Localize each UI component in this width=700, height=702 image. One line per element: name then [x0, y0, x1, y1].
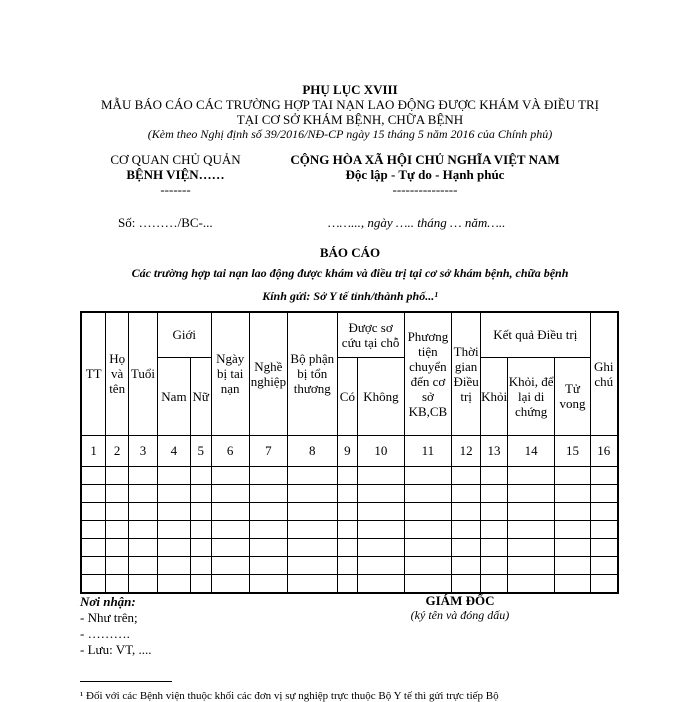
- table-cell: [287, 574, 337, 593]
- table-cell: [211, 574, 249, 593]
- table-cell: [337, 556, 358, 574]
- recipients-label: Nơi nhận:: [80, 594, 136, 609]
- col-header-no: Không: [358, 357, 404, 435]
- document-number: Số: ………/BC-...: [118, 215, 213, 230]
- table-cell: [157, 538, 190, 556]
- table-row: [81, 484, 618, 502]
- table-cell: [106, 502, 129, 520]
- table-cell: [555, 556, 590, 574]
- table-cell: [590, 466, 618, 484]
- agency-block: [88, 152, 263, 197]
- table-cell: [211, 556, 249, 574]
- table-cell: [404, 466, 452, 484]
- appendix-label: PHỤ LỤC XVIII: [302, 82, 398, 97]
- col-header-name: Họ và tên: [106, 312, 129, 435]
- table-row: [81, 556, 618, 574]
- column-number-row: [81, 435, 618, 466]
- table-cell: [590, 574, 618, 593]
- table-row: [81, 538, 618, 556]
- document-title-line2: TẠI CƠ SỞ KHÁM BỆNH, CHỮA BỆNH: [236, 112, 464, 127]
- table-cell: [81, 538, 106, 556]
- table-cell: [287, 466, 337, 484]
- column-number-cell: 11: [404, 435, 452, 466]
- table-cell: [106, 484, 129, 502]
- table-cell: [129, 574, 158, 593]
- table-cell: [129, 502, 158, 520]
- table-cell: [287, 502, 337, 520]
- table-cell: [129, 484, 158, 502]
- table-cell: [81, 520, 106, 538]
- table-cell: [211, 538, 249, 556]
- table-cell: [452, 520, 481, 538]
- table-cell: [590, 538, 618, 556]
- table-cell: [555, 520, 590, 538]
- table-row: [81, 574, 618, 593]
- table-cell: [129, 556, 158, 574]
- table-cell: [404, 574, 452, 593]
- col-header-death: Tử vong: [555, 357, 590, 435]
- col-header-accident-date: Ngày bị tai nạn: [211, 312, 249, 435]
- col-header-tt: TT: [81, 312, 106, 435]
- table-cell: [106, 520, 129, 538]
- table-cell: [358, 574, 404, 593]
- table-cell: [481, 466, 508, 484]
- table-cell: [190, 484, 211, 502]
- table-cell: [590, 520, 618, 538]
- table-row: [81, 466, 618, 484]
- table-cell: [337, 466, 358, 484]
- col-header-female: Nữ: [190, 357, 211, 435]
- report-title: BÁO CÁO: [319, 245, 381, 260]
- col-header-injured-part: Bộ phận bị tổn thương: [287, 312, 337, 435]
- table-cell: [157, 484, 190, 502]
- table-cell: [190, 466, 211, 484]
- agency-name: CƠ QUAN CHỦ QUẢN: [110, 152, 241, 167]
- table-cell: [337, 574, 358, 593]
- table-cell: [507, 574, 555, 593]
- column-number-cell: 1: [81, 435, 106, 466]
- country-name: CỘNG HÒA XÃ HỘI CHỦ NGHĨA VIỆT NAM: [290, 152, 560, 167]
- table-cell: [404, 502, 452, 520]
- table-cell: [555, 502, 590, 520]
- table-cell: [211, 502, 249, 520]
- table-cell: [507, 538, 555, 556]
- column-number-cell: 10: [358, 435, 404, 466]
- column-number-cell: 6: [211, 435, 249, 466]
- table-cell: [452, 502, 481, 520]
- table-cell: [404, 538, 452, 556]
- table-cell: [129, 466, 158, 484]
- table-cell: [358, 484, 404, 502]
- table-cell: [590, 502, 618, 520]
- table-cell: [590, 556, 618, 574]
- column-number-cell: 12: [452, 435, 481, 466]
- column-number-cell: 5: [190, 435, 211, 466]
- table-cell: [106, 466, 129, 484]
- table-cell: [287, 520, 337, 538]
- col-header-result: Kết quả Điều trị: [481, 312, 590, 357]
- table-cell: [190, 520, 211, 538]
- table-cell: [106, 556, 129, 574]
- table-cell: [404, 520, 452, 538]
- table-cell: [106, 574, 129, 593]
- table-cell: [507, 466, 555, 484]
- col-header-recovered: Khỏi: [481, 357, 508, 435]
- table-cell: [249, 520, 287, 538]
- table-cell: [452, 538, 481, 556]
- table-cell: [481, 502, 508, 520]
- country-motto: Độc lập - Tự do - Hạnh phúc: [345, 167, 505, 182]
- table-cell: [452, 574, 481, 593]
- table-cell: [287, 556, 337, 574]
- country-block: [270, 152, 580, 197]
- table-cell: [507, 484, 555, 502]
- table-cell: [81, 466, 106, 484]
- table-cell: [507, 520, 555, 538]
- column-number-cell: 14: [507, 435, 555, 466]
- column-number-cell: 4: [157, 435, 190, 466]
- column-number-cell: 15: [555, 435, 590, 466]
- table-cell: [404, 556, 452, 574]
- table-cell: [337, 484, 358, 502]
- table-cell: [481, 520, 508, 538]
- table-cell: [337, 520, 358, 538]
- col-header-transport: Phương tiện chuyển đến cơ sở KB,CB: [404, 312, 452, 435]
- table-cell: [249, 574, 287, 593]
- report-recipient: Kính gửi: Sở Y tế tỉnh/thành phố...¹: [262, 289, 438, 303]
- table-cell: [81, 556, 106, 574]
- table-cell: [81, 484, 106, 502]
- table-cell: [249, 502, 287, 520]
- document-title-line1: MẪU BÁO CÁO CÁC TRƯỜNG HỢP TAI NẠN LAO ĐỘNG ĐƯỢC KHÁM VÀ ĐIỀU TRỊ: [101, 97, 599, 112]
- director-note: (ký tên và đóng dấu): [410, 608, 510, 622]
- left-divider: -------: [160, 182, 191, 197]
- table-cell: [157, 574, 190, 593]
- table-cell: [358, 538, 404, 556]
- table-cell: [287, 484, 337, 502]
- col-header-first-aid: Được sơ cứu tại chỗ: [337, 312, 404, 357]
- recipient-item: - Lưu: VT, ....: [80, 642, 152, 657]
- col-header-male: Nam: [157, 357, 190, 435]
- col-header-age: Tuổi: [129, 312, 158, 435]
- right-divider: ---------------: [392, 182, 458, 197]
- document-date: ……..., ngày ….. tháng … năm…..: [328, 215, 506, 230]
- table-cell: [157, 556, 190, 574]
- table-cell: [452, 556, 481, 574]
- table-cell: [452, 484, 481, 502]
- table-cell: [157, 502, 190, 520]
- table-cell: [81, 574, 106, 593]
- col-header-note: Ghi chú: [590, 312, 618, 435]
- table-cell: [555, 574, 590, 593]
- decree-note: (Kèm theo Nghị định số 39/2016/NĐ-CP ngày 15 tháng 5 năm 2016 của Chính phủ): [147, 127, 553, 141]
- column-number-cell: 3: [129, 435, 158, 466]
- table-cell: [157, 520, 190, 538]
- column-number-cell: 16: [590, 435, 618, 466]
- report-table: [80, 311, 619, 594]
- table-cell: [249, 466, 287, 484]
- column-number-cell: 2: [106, 435, 129, 466]
- document-header: [60, 82, 640, 141]
- column-number-cell: 7: [249, 435, 287, 466]
- table-cell: [106, 538, 129, 556]
- table-cell: [249, 556, 287, 574]
- table-cell: [555, 484, 590, 502]
- table-row: [81, 502, 618, 520]
- column-number-cell: 9: [337, 435, 358, 466]
- col-header-occupation: Nghề nghiệp: [249, 312, 287, 435]
- table-cell: [337, 502, 358, 520]
- recipient-item: - Như trên;: [80, 610, 138, 625]
- signature-block: [380, 593, 540, 622]
- table-cell: [590, 484, 618, 502]
- table-cell: [81, 502, 106, 520]
- hospital-name: BỆNH VIỆN……: [126, 167, 225, 182]
- table-cell: [358, 556, 404, 574]
- table-cell: [481, 556, 508, 574]
- table-cell: [249, 538, 287, 556]
- table-cell: [129, 520, 158, 538]
- column-number-cell: 8: [287, 435, 337, 466]
- table-cell: [481, 574, 508, 593]
- col-header-yes: Có: [337, 357, 358, 435]
- recipient-item: - ……….: [80, 626, 130, 641]
- table-cell: [190, 502, 211, 520]
- table-cell: [337, 538, 358, 556]
- director-title: GIÁM ĐỐC: [425, 593, 495, 608]
- table-cell: [358, 520, 404, 538]
- recipients-block: [80, 594, 152, 658]
- table-cell: [507, 502, 555, 520]
- table-cell: [211, 484, 249, 502]
- table-cell: [358, 466, 404, 484]
- col-header-gender: Giới: [157, 312, 211, 357]
- table-cell: [481, 484, 508, 502]
- table-cell: [287, 538, 337, 556]
- table-cell: [211, 520, 249, 538]
- table-cell: [190, 556, 211, 574]
- footnote-divider: [80, 681, 172, 682]
- col-header-treatment-time: Thời gian Điều trị: [452, 312, 481, 435]
- footnote: ¹ Đối với các Bệnh viện thuộc khối các đơn vị sự nghiệp trực thuộc Bộ Y tế thì gửi trực tiếp Bộ: [80, 690, 499, 702]
- table-cell: [404, 484, 452, 502]
- table-cell: [555, 466, 590, 484]
- table-cell: [190, 538, 211, 556]
- report-subtitle: Các trường hợp tai nạn lao động được khám và điều trị tại cơ sở khám bệnh, chữa bệnh: [131, 266, 569, 280]
- col-header-sequelae: Khỏi, để lại di chứng: [507, 357, 555, 435]
- table-cell: [555, 538, 590, 556]
- table-cell: [249, 484, 287, 502]
- column-number-cell: 13: [481, 435, 508, 466]
- table-cell: [452, 466, 481, 484]
- table-cell: [358, 502, 404, 520]
- table-row: [81, 520, 618, 538]
- table-cell: [507, 556, 555, 574]
- table-cell: [190, 574, 211, 593]
- table-cell: [157, 466, 190, 484]
- table-cell: [211, 466, 249, 484]
- table-cell: [129, 538, 158, 556]
- table-cell: [481, 538, 508, 556]
